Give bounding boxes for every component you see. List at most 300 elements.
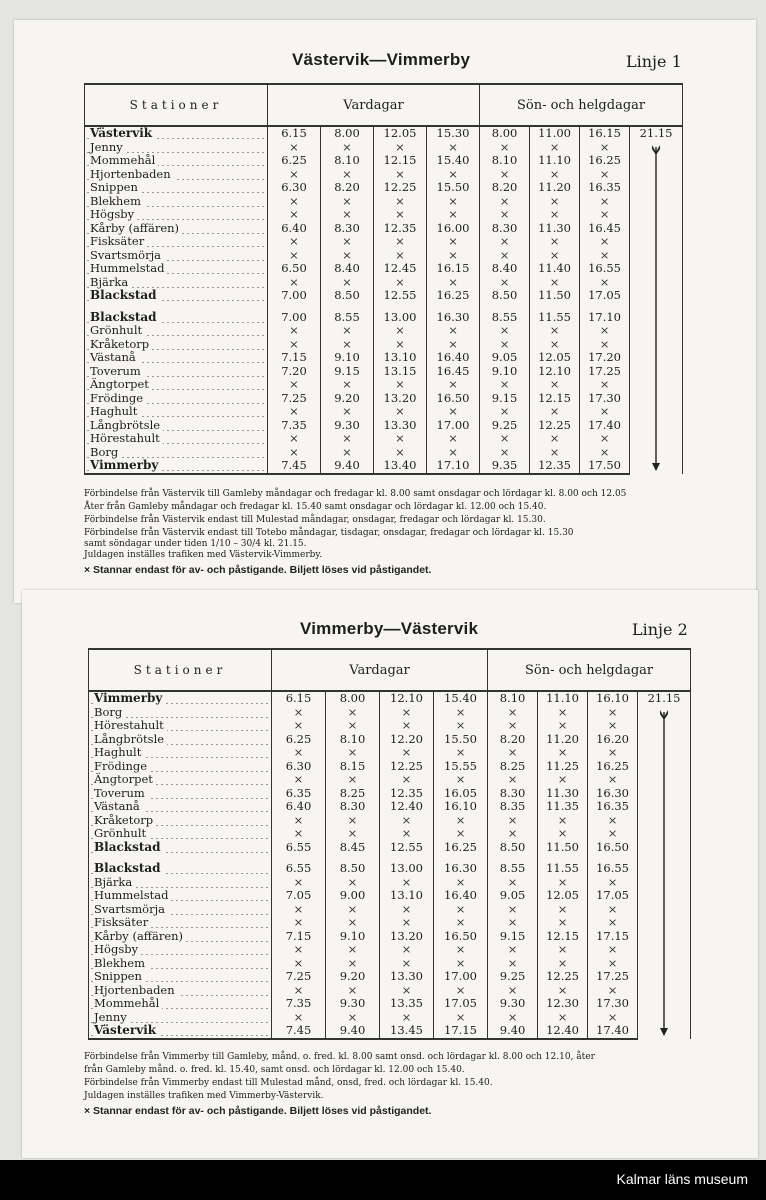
departure-time: 6.25: [268, 154, 321, 168]
stop-on-request-mark: ×: [480, 446, 530, 460]
stop-on-request-mark: ×: [268, 141, 321, 155]
station-label: Snippen: [94, 970, 145, 983]
note-line: Juldagen inställes trafiken med Västervik-Vimmerby.: [84, 550, 323, 560]
station-label: Högsby: [94, 943, 141, 956]
stop-on-request-mark: ×: [380, 943, 434, 957]
line-number: Linje 1: [626, 52, 682, 71]
direct-departure-column: [630, 126, 683, 474]
timetable-table: [84, 83, 683, 475]
stop-on-request-mark: ×: [538, 876, 588, 890]
stop-on-request-mark: ×: [272, 984, 326, 998]
departure-time: 7.25: [268, 392, 321, 406]
departure-time: 9.10: [321, 351, 374, 365]
departure-time: 16.15: [580, 126, 630, 141]
stop-on-request-mark: ×: [321, 405, 374, 419]
departure-time: 8.40: [321, 262, 374, 276]
departure-time: 13.10: [380, 889, 434, 903]
departure-time: 11.35: [538, 800, 588, 814]
stop-on-request-mark: ×: [538, 1011, 588, 1025]
departure-time: 8.10: [326, 733, 380, 747]
table-row: [89, 733, 691, 747]
stop-on-request-mark: ×: [427, 405, 480, 419]
stop-on-request-mark: ×: [380, 706, 434, 720]
table-row: [89, 957, 691, 971]
departure-time: 12.55: [374, 289, 427, 303]
departure-time: 16.55: [580, 262, 630, 276]
departure-time: 17.15: [434, 1024, 488, 1039]
table-row: [89, 862, 691, 876]
stop-on-request-mark: ×: [488, 773, 538, 787]
departure-time: 17.20: [580, 351, 630, 365]
table-row: [89, 997, 691, 1011]
table-row: [85, 392, 683, 406]
departure-time: 12.25: [380, 760, 434, 774]
departure-time: 16.00: [427, 222, 480, 236]
table-row: [89, 1011, 691, 1025]
station-name: [85, 351, 268, 365]
departure-time: 17.50: [580, 459, 630, 474]
stations-header: Stationer: [85, 84, 268, 126]
departure-time: 16.15: [427, 262, 480, 276]
departure-time: 16.50: [427, 392, 480, 406]
timetable-body: [85, 126, 683, 474]
station-name: [85, 289, 268, 303]
stop-on-request-mark: ×: [580, 276, 630, 290]
station-name: [89, 706, 272, 720]
departure-time: 12.05: [530, 351, 580, 365]
station-label: Frödinge: [94, 760, 150, 773]
station-name: [85, 392, 268, 406]
stop-on-request-mark: ×: [272, 943, 326, 957]
departure-time: 6.40: [268, 222, 321, 236]
stop-on-request-mark: ×: [530, 338, 580, 352]
stop-on-request-mark: ×: [321, 432, 374, 446]
departure-time: 6.55: [272, 841, 326, 855]
departure-time: 8.30: [488, 787, 538, 801]
stop-on-request-mark: ×: [272, 827, 326, 841]
stop-on-request-mark: ×: [580, 432, 630, 446]
departure-time: 8.35: [488, 800, 538, 814]
departure-time: 13.20: [380, 930, 434, 944]
stop-on-request-mark: ×: [530, 446, 580, 460]
stop-on-request-mark: ×: [374, 378, 427, 392]
stop-on-request-mark: ×: [374, 446, 427, 460]
station-name: [85, 378, 268, 392]
departure-time: 7.00: [268, 311, 321, 325]
departure-time: 12.05: [374, 126, 427, 141]
stop-on-request-mark: ×: [588, 984, 638, 998]
departure-time: 7.20: [268, 365, 321, 379]
station-label: Blekhem: [90, 195, 144, 208]
stop-on-request-mark: ×: [272, 1011, 326, 1025]
departure-time: 12.55: [380, 841, 434, 855]
departure-time: 9.35: [480, 459, 530, 474]
stop-on-request-mark: ×: [530, 235, 580, 249]
departure-time: 17.25: [580, 365, 630, 379]
station-name: [89, 827, 272, 841]
departure-time: 17.30: [588, 997, 638, 1011]
stop-on-request-mark: ×: [480, 208, 530, 222]
departure-time: 11.25: [538, 760, 588, 774]
stop-on-request-mark: ×: [580, 141, 630, 155]
stop-on-request-mark: ×: [326, 814, 380, 828]
station-name: [85, 126, 268, 141]
table-row: [89, 773, 691, 787]
departure-time: 8.55: [480, 311, 530, 325]
stop-on-request-mark: ×: [588, 957, 638, 971]
departure-time: 16.55: [588, 862, 638, 876]
note-line: Förbindelse från Vimmerby till Gamleby, månd. o. fred. kl. 8.00 samt onsd. och lördagar kl. 8.00 och 12.10, åter: [84, 1052, 595, 1062]
stop-on-request-mark: ×: [427, 276, 480, 290]
departure-time: 8.50: [480, 289, 530, 303]
departure-time: 8.30: [326, 800, 380, 814]
notes: [84, 488, 626, 577]
departure-time: 8.40: [480, 262, 530, 276]
departure-time: 8.10: [488, 691, 538, 706]
stop-on-request-mark: ×: [268, 168, 321, 182]
station-label: Fisksäter: [90, 235, 147, 248]
table-row: [85, 249, 683, 263]
departure-time: 16.30: [434, 862, 488, 876]
stop-on-request-mark: ×: [480, 141, 530, 155]
departure-time: 13.30: [374, 419, 427, 433]
stop-on-request-mark: ×: [580, 195, 630, 209]
table-row: [85, 419, 683, 433]
departure-time: 9.05: [480, 351, 530, 365]
departure-time: 9.30: [488, 997, 538, 1011]
stop-on-request-mark: ×: [268, 432, 321, 446]
stop-on-request-mark: ×: [538, 984, 588, 998]
route-title: Västervik—Vimmerby: [292, 50, 471, 69]
museum-name: Kalmar läns museum: [616, 1171, 748, 1187]
station-name: [85, 446, 268, 460]
station-name: [85, 324, 268, 338]
station-label: Västervik: [94, 1024, 159, 1037]
departure-time: 12.20: [380, 733, 434, 747]
stop-on-request-mark: ×: [268, 195, 321, 209]
departure-time: 16.40: [427, 351, 480, 365]
stop-on-request-mark: ×: [480, 235, 530, 249]
stop-on-request-mark: ×: [488, 1011, 538, 1025]
stop-on-request-mark: ×: [321, 208, 374, 222]
legend: × Stannar endast för av- och påstigande. Biljett löses vid påstigandet.: [84, 564, 432, 576]
departure-time: 17.25: [588, 970, 638, 984]
departure-time: 9.25: [488, 970, 538, 984]
departure-time: 16.25: [580, 154, 630, 168]
station-label: Haghult: [90, 405, 140, 418]
stop-on-request-mark: ×: [380, 984, 434, 998]
departure-time: 11.40: [530, 262, 580, 276]
station-label: Långbrötsle: [94, 733, 167, 746]
station-label: Blekhem: [94, 957, 148, 970]
weekdays-header: Vardagar: [272, 649, 488, 691]
table-row: [89, 746, 691, 760]
station-label: Kråketorp: [94, 814, 156, 827]
departure-time: 9.40: [321, 459, 374, 474]
departure-time: 9.15: [321, 365, 374, 379]
departure-time: 7.45: [272, 1024, 326, 1039]
departure-time: 6.25: [272, 733, 326, 747]
stop-on-request-mark: ×: [488, 903, 538, 917]
table-row: [85, 324, 683, 338]
station-name: [85, 235, 268, 249]
departure-time: 16.10: [588, 691, 638, 706]
departure-time: 11.50: [530, 289, 580, 303]
departure-time: 8.15: [326, 760, 380, 774]
departure-time: 6.15: [268, 126, 321, 141]
stop-on-request-mark: ×: [268, 249, 321, 263]
station-label: Bjärka: [94, 876, 135, 889]
stop-on-request-mark: ×: [434, 903, 488, 917]
table-row: [85, 405, 683, 419]
stop-on-request-mark: ×: [488, 746, 538, 760]
stop-on-request-mark: ×: [580, 235, 630, 249]
stop-on-request-mark: ×: [374, 195, 427, 209]
stop-on-request-mark: ×: [272, 706, 326, 720]
stop-on-request-mark: ×: [538, 719, 588, 733]
departure-time: 16.45: [427, 365, 480, 379]
departure-time: 16.25: [427, 289, 480, 303]
departure-time: 12.25: [530, 419, 580, 433]
departure-time: 16.20: [588, 733, 638, 747]
departure-time: 8.00: [326, 691, 380, 706]
stop-on-request-mark: ×: [326, 903, 380, 917]
station-label: Haghult: [94, 746, 144, 759]
station-name: [85, 365, 268, 379]
departure-time: 8.25: [326, 787, 380, 801]
stop-on-request-mark: ×: [326, 916, 380, 930]
stop-on-request-mark: ×: [580, 208, 630, 222]
station-name: [89, 862, 272, 876]
departure-time: 8.20: [480, 181, 530, 195]
station-name: [89, 997, 272, 1011]
table-row: [85, 446, 683, 460]
arrow-down-icon: [654, 708, 674, 1037]
stop-on-request-mark: ×: [530, 432, 580, 446]
departure-time: 6.15: [272, 691, 326, 706]
departure-time: 12.15: [374, 154, 427, 168]
stop-on-request-mark: ×: [538, 827, 588, 841]
departure-time: 12.15: [538, 930, 588, 944]
stop-on-request-mark: ×: [580, 446, 630, 460]
departure-time: 7.00: [268, 289, 321, 303]
stop-on-request-mark: ×: [580, 249, 630, 263]
departure-time: 16.50: [588, 841, 638, 855]
departure-time: 17.05: [434, 997, 488, 1011]
table-row: [89, 691, 691, 706]
departure-time: 12.15: [530, 392, 580, 406]
stop-on-request-mark: ×: [488, 957, 538, 971]
stop-on-request-mark: ×: [380, 773, 434, 787]
stop-on-request-mark: ×: [434, 876, 488, 890]
stop-on-request-mark: ×: [538, 814, 588, 828]
departure-time: 12.25: [374, 181, 427, 195]
stop-on-request-mark: ×: [588, 814, 638, 828]
stop-on-request-mark: ×: [427, 249, 480, 263]
stop-on-request-mark: ×: [272, 773, 326, 787]
table-row: [89, 970, 691, 984]
station-name: [89, 889, 272, 903]
table-row: [89, 1024, 691, 1039]
departure-time: 13.40: [374, 459, 427, 474]
departure-time: 8.20: [488, 733, 538, 747]
stop-on-request-mark: ×: [480, 324, 530, 338]
stop-on-request-mark: ×: [380, 746, 434, 760]
station-label: Vimmerby: [94, 691, 165, 705]
departure-time: 9.10: [480, 365, 530, 379]
departure-time: 13.30: [380, 970, 434, 984]
stop-on-request-mark: ×: [488, 984, 538, 998]
station-label: Kråketorp: [90, 338, 152, 351]
stop-on-request-mark: ×: [427, 208, 480, 222]
direct-departure-time: 21.15: [639, 126, 673, 140]
timetable-table: [88, 648, 691, 1040]
stop-on-request-mark: ×: [326, 827, 380, 841]
station-name: [85, 432, 268, 446]
stop-on-request-mark: ×: [588, 706, 638, 720]
departure-time: 8.45: [326, 841, 380, 855]
station-label: Hummelstad: [90, 262, 167, 275]
stop-on-request-mark: ×: [480, 195, 530, 209]
station-label: Blackstad: [94, 862, 164, 875]
departure-time: 8.50: [326, 862, 380, 876]
station-name: [85, 168, 268, 182]
stop-on-request-mark: ×: [326, 943, 380, 957]
stop-on-request-mark: ×: [580, 338, 630, 352]
departure-time: 15.30: [427, 126, 480, 141]
table-row: [89, 706, 691, 720]
stop-on-request-mark: ×: [326, 1011, 380, 1025]
station-label: Hörestahult: [94, 719, 167, 732]
departure-time: 9.20: [326, 970, 380, 984]
stop-on-request-mark: ×: [321, 168, 374, 182]
stop-on-request-mark: ×: [321, 276, 374, 290]
station-name: [85, 195, 268, 209]
station-label: Hjortenbaden: [90, 168, 174, 181]
station-label: Västervik: [90, 126, 155, 140]
departure-time: 7.35: [268, 419, 321, 433]
station-label: Bjärka: [90, 276, 131, 289]
table-row: [85, 289, 683, 303]
stop-on-request-mark: ×: [588, 916, 638, 930]
station-name: [85, 311, 268, 325]
note-line: Juldagen inställes trafiken med Vimmerby-Västervik.: [84, 1091, 324, 1101]
stop-on-request-mark: ×: [427, 378, 480, 392]
departure-time: 8.55: [488, 862, 538, 876]
departure-time: 16.05: [434, 787, 488, 801]
direct-departure-column: [638, 691, 691, 1039]
stop-on-request-mark: ×: [530, 141, 580, 155]
station-name: [85, 208, 268, 222]
stop-on-request-mark: ×: [374, 168, 427, 182]
station-label: Fisksäter: [94, 916, 151, 929]
table-row: [85, 126, 683, 141]
departure-time: 6.35: [272, 787, 326, 801]
departure-time: 17.05: [588, 889, 638, 903]
station-name: [89, 691, 272, 706]
table-row: [89, 930, 691, 944]
note-line: Förbindelse från Västervik till Gamleby måndagar och fredagar kl. 8.00 samt onsdagar och lördagar kl. 8.00 och 12.05: [84, 489, 627, 499]
note-line: från Gamleby månd. o. fred. kl. 15.40, samt onsd. och lördagar kl. 12.00 och 15.40.: [84, 1065, 465, 1075]
stop-on-request-mark: ×: [272, 916, 326, 930]
note-line: Förbindelse från Vimmerby endast till Mulestad månd, onsd, fred. och lördagar kl. 15.40.: [84, 1078, 493, 1088]
departure-time: 13.45: [380, 1024, 434, 1039]
departure-time: 12.05: [538, 889, 588, 903]
departure-time: 8.30: [480, 222, 530, 236]
station-label: Ängtorpet: [94, 773, 156, 786]
station-label: Toverum: [94, 787, 148, 800]
station-name: [85, 222, 268, 236]
holidays-header: Sön- och helgdagar: [488, 649, 691, 691]
stop-on-request-mark: ×: [538, 957, 588, 971]
table-row: [89, 719, 691, 733]
station-label: Svartsmörja: [94, 903, 168, 916]
station-label: Blackstad: [94, 841, 164, 854]
departure-time: 17.15: [588, 930, 638, 944]
station-name: [85, 405, 268, 419]
stop-on-request-mark: ×: [580, 378, 630, 392]
station-label: Långbrötsle: [90, 419, 163, 432]
weekdays-header: Vardagar: [268, 84, 480, 126]
stop-on-request-mark: ×: [434, 916, 488, 930]
departure-time: 9.20: [321, 392, 374, 406]
station-name: [85, 181, 268, 195]
departure-time: 7.05: [272, 889, 326, 903]
stop-on-request-mark: ×: [272, 876, 326, 890]
station-label: Mommehål: [90, 154, 158, 167]
stop-on-request-mark: ×: [434, 1011, 488, 1025]
table-row: [89, 827, 691, 841]
departure-time: 7.25: [272, 970, 326, 984]
departure-time: 12.10: [530, 365, 580, 379]
stop-on-request-mark: ×: [434, 984, 488, 998]
timetable-sheet-linje-2: [22, 590, 758, 1158]
table-row: [85, 311, 683, 325]
stop-on-request-mark: ×: [326, 746, 380, 760]
stop-on-request-mark: ×: [272, 903, 326, 917]
station-name: [89, 787, 272, 801]
station-label: Toverum: [90, 365, 144, 378]
departure-time: 9.05: [488, 889, 538, 903]
departure-time: 12.45: [374, 262, 427, 276]
departure-time: 12.35: [380, 787, 434, 801]
stop-on-request-mark: ×: [374, 338, 427, 352]
station-name: [89, 733, 272, 747]
station-name: [85, 338, 268, 352]
stop-on-request-mark: ×: [374, 276, 427, 290]
stop-on-request-mark: ×: [480, 378, 530, 392]
table-row: [85, 262, 683, 276]
stop-on-request-mark: ×: [427, 324, 480, 338]
row-spacer: [89, 854, 691, 862]
stop-on-request-mark: ×: [321, 235, 374, 249]
departure-time: 15.50: [434, 733, 488, 747]
stop-on-request-mark: ×: [268, 378, 321, 392]
table-row: [85, 195, 683, 209]
departure-time: 9.40: [488, 1024, 538, 1039]
station-label: Västanå: [90, 351, 139, 364]
departure-time: 8.30: [321, 222, 374, 236]
stop-on-request-mark: ×: [480, 276, 530, 290]
table-row: [85, 276, 683, 290]
departure-time: 11.20: [538, 733, 588, 747]
station-label: Blackstad: [90, 289, 160, 302]
departure-time: 16.50: [434, 930, 488, 944]
departure-time: 11.55: [538, 862, 588, 876]
stop-on-request-mark: ×: [427, 195, 480, 209]
station-name: [89, 773, 272, 787]
stop-on-request-mark: ×: [326, 706, 380, 720]
